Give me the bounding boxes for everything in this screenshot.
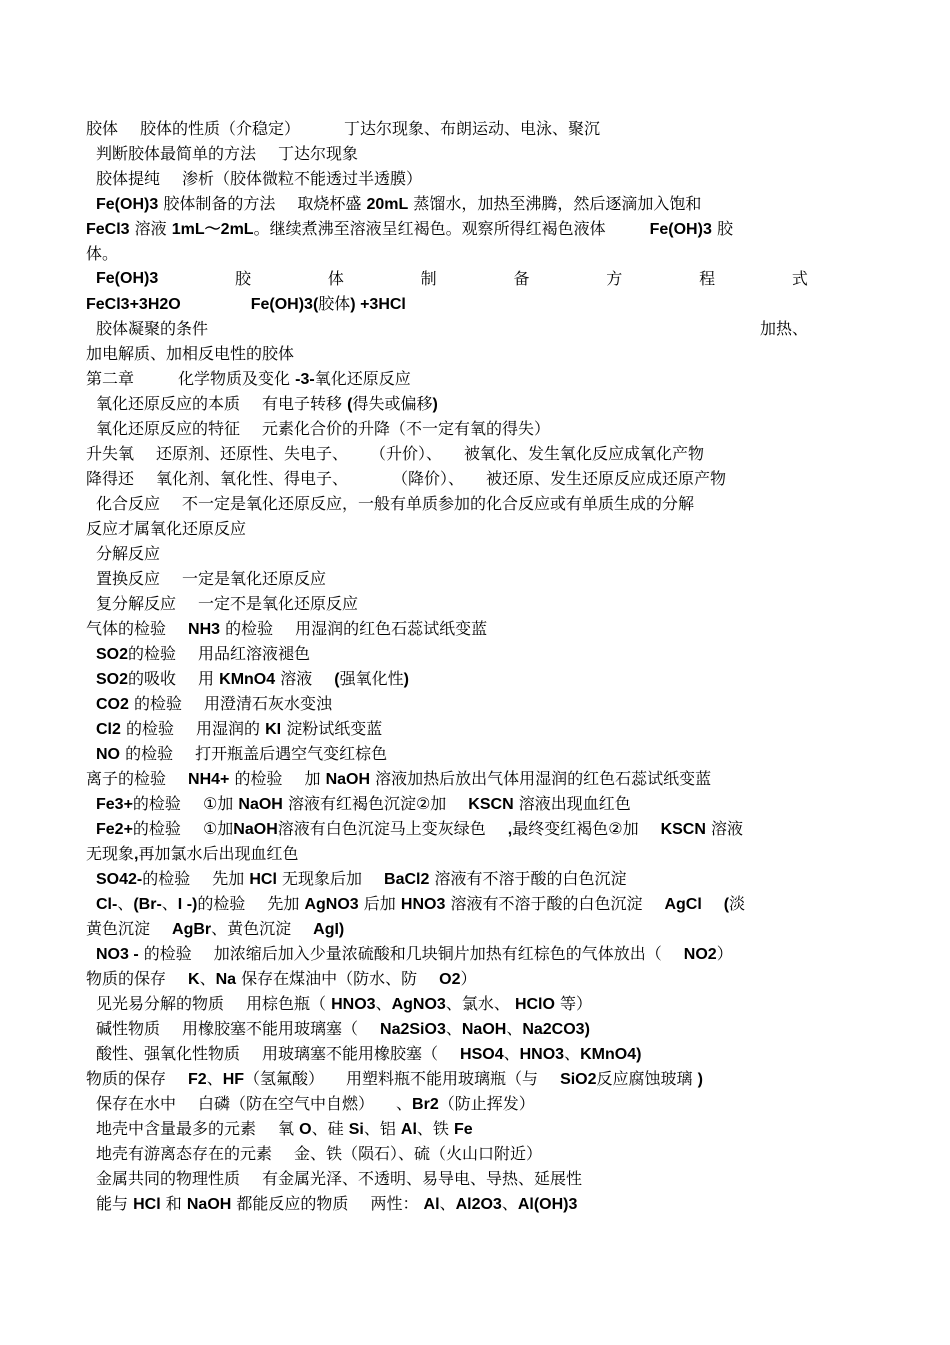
text: 有电子转移 [262, 394, 343, 413]
formula: K [188, 971, 200, 988]
text: 溶液有白色沉淀马上变灰绿色 [277, 819, 486, 838]
text: 最终变红褐色②加 [512, 819, 639, 838]
line-fecl3-solution [86, 216, 808, 241]
line-storage-k-na [86, 966, 808, 991]
text: 溶液出现血红色 [518, 794, 631, 813]
text: 体 [327, 269, 344, 288]
line-feoh3-equation-title [86, 266, 808, 291]
text: 降得还 [86, 469, 135, 488]
line-storage-acidic [86, 1041, 808, 1066]
text: 的检验 [234, 769, 283, 788]
formula: Cl- [96, 896, 118, 913]
line-feoh3-equation [86, 291, 808, 316]
formula: O [299, 1121, 312, 1138]
text: ①加 [202, 819, 234, 838]
formula: ( [334, 671, 340, 688]
text: 用橡胶塞不能用玻璃塞（ [182, 1019, 359, 1038]
formula: AgBr [172, 921, 212, 938]
text: 白磷（防在空气中自燃） [198, 1094, 375, 1113]
text: 金属共同的物理性质 [96, 1169, 241, 1188]
formula: 20mL [366, 196, 409, 213]
text: 再加氯水后出现血红色 [138, 844, 299, 863]
formula: Na [215, 971, 237, 988]
line-ion-fe2-cont [86, 841, 808, 866]
text: 用棕色瓶（ [246, 994, 327, 1013]
text: 被还原、发生还原反应成还原产物 [486, 469, 727, 488]
line-gas-co2 [86, 691, 808, 716]
text: 溶液有不溶于酸的白色沉淀 [450, 894, 643, 913]
text: 能与 [96, 1194, 129, 1213]
formula: -3- [295, 371, 315, 388]
text: 。继续煮沸至溶液呈红褐色。观察所得红褐色液体 [253, 219, 606, 238]
text: 的检验 [143, 944, 192, 963]
text: 一定是氧化还原反应 [182, 569, 327, 588]
text: 溶液 [134, 219, 167, 238]
text: 强氧化性 [339, 669, 404, 688]
text: 胶体 [318, 294, 351, 313]
text: 用品红溶液褪色 [198, 644, 311, 663]
formula: Si [348, 1121, 364, 1138]
text: 金、铁（陨石）、硫（火山口附近） [294, 1144, 543, 1163]
text: 胶 [716, 219, 733, 238]
formula: , [507, 821, 513, 838]
formula: , [134, 846, 139, 863]
text: 用塑料瓶不能用玻璃瓶（与 [346, 1069, 539, 1088]
text: 方 [606, 269, 623, 288]
text: 、 [445, 1019, 462, 1038]
formula: AgI [313, 921, 339, 938]
text: 溶液 [711, 819, 744, 838]
formula: Fe(OH)3 [96, 270, 159, 287]
text: 体。 [86, 244, 119, 263]
line-combination-cont [86, 516, 808, 541]
line-gas-nh3 [86, 616, 808, 641]
line-colloid-properties [86, 116, 808, 141]
text: 胶 [235, 269, 252, 288]
formula: KMnO4) [580, 1046, 642, 1063]
text: （氢氟酸） [244, 1069, 325, 1088]
line-chapter-two [86, 366, 808, 391]
text: 反应腐蚀玻璃 [596, 1069, 693, 1088]
text: 一定不是氧化还原反应 [198, 594, 359, 613]
text: 元素化合价的升降（不一定有氧的得失） [262, 419, 551, 438]
text: 备 [513, 269, 530, 288]
line-redox-essence [86, 391, 808, 416]
text: 淡 [729, 894, 746, 913]
text: 的检验 [132, 794, 181, 813]
text: 渗析（胶体微粒不能透过半透膜） [182, 169, 423, 188]
text: 用湿润的 [196, 719, 261, 738]
text: 两性： [370, 1194, 419, 1213]
formula: NaOH [238, 796, 283, 813]
line-storage-f2-hf [86, 1066, 808, 1091]
text: 无现象 [86, 844, 135, 863]
formula: (Br- [133, 896, 162, 913]
formula: O2 [439, 971, 461, 988]
line-combination-reaction [86, 491, 808, 516]
line-crust-free-elements [86, 1141, 808, 1166]
formula: KSCN [660, 821, 706, 838]
text: 复分解反应 [96, 594, 177, 613]
text: 得失或偏移 [352, 394, 433, 413]
text: 胶体的性质（介稳定） [140, 119, 301, 138]
formula: ( [723, 896, 730, 913]
formula: AgCl [664, 896, 702, 913]
formula: Cl2 [96, 721, 121, 738]
text: 气体的检验 [86, 619, 167, 638]
formula: NaOH [461, 1021, 507, 1038]
formula: NH3 [188, 621, 221, 638]
text: 、 [439, 1194, 456, 1213]
text: 被氧化、发生氧化反应成氧化产物 [464, 444, 705, 463]
formula: HCl [249, 871, 277, 888]
formula: SO42- [96, 871, 143, 888]
formula: KMnO4 [219, 671, 276, 688]
line-colloid-end [86, 241, 808, 266]
formula: HF [222, 1071, 245, 1088]
formula: NaOH [186, 1196, 232, 1213]
text: 、 [375, 994, 392, 1013]
formula: BaCl2 [384, 871, 430, 888]
text: 用湿润的红色石蕊试纸变蓝 [295, 619, 488, 638]
line-feoh3-prep [86, 191, 808, 216]
line-ion-so4 [86, 866, 808, 891]
formula: Fe(OH)3( [250, 296, 319, 313]
line-gas-cl2 [86, 716, 808, 741]
formula: ) [432, 396, 438, 413]
text: 离子的检验 [86, 769, 167, 788]
line-gas-no [86, 741, 808, 766]
formula: HNO3 [400, 896, 446, 913]
text: 等） [560, 994, 593, 1013]
text: 地壳有游离态存在的元素 [96, 1144, 273, 1163]
text: 氧化剂、氧化性、得电子、 [156, 469, 349, 488]
text: 的吸收 [128, 669, 177, 688]
text: 溶液加热后放出气体用湿润的红色石蕊试纸变蓝 [375, 769, 712, 788]
text: 氧化还原反应 [314, 369, 411, 388]
line-reduction-mnemonic [86, 466, 808, 491]
text: 溶液有不溶于酸的白色沉淀 [434, 869, 627, 888]
text: 溶液 [280, 669, 313, 688]
text: 第二章 [86, 369, 135, 388]
text: 无现象后加 [282, 869, 363, 888]
formula: NaOH [325, 771, 371, 788]
text: 式 [791, 269, 808, 288]
text: 有金属光泽、不透明、易导电、导热、延展性 [262, 1169, 583, 1188]
line-ion-fe3 [86, 791, 808, 816]
text: 加热、 [759, 319, 808, 338]
formula: CO2 [96, 696, 129, 713]
formula: SO2 [96, 671, 129, 688]
formula: NO3 - [96, 946, 139, 963]
formula: AgNO3 [391, 996, 446, 1013]
formula: NO [96, 746, 120, 763]
document-body [86, 116, 808, 1216]
formula: I -) [177, 896, 198, 913]
formula: KI [265, 721, 282, 738]
text: ） [460, 969, 477, 988]
text: 的检验 [128, 644, 177, 663]
line-coagulation-cont [86, 341, 808, 366]
text: 胶体凝聚的条件 [96, 319, 209, 338]
formula: Fe2+ [96, 821, 133, 838]
text: 、 [117, 894, 134, 913]
line-oxidation-mnemonic [86, 441, 808, 466]
text: 物质的保存 [86, 969, 167, 988]
formula: HSO4 [460, 1046, 504, 1063]
text: 判断胶体最简单的方法 [96, 144, 257, 163]
formula: HNO3 [331, 996, 376, 1013]
text: 、 [161, 894, 178, 913]
text: 黄色沉淀 [86, 919, 151, 938]
line-double-decomposition [86, 591, 808, 616]
text: 加 [304, 769, 321, 788]
line-ion-fe2 [86, 816, 808, 841]
line-redox-feature [86, 416, 808, 441]
formula: Fe(OH)3 [649, 221, 712, 238]
formula: Na2SiO3 [380, 1021, 446, 1038]
text: 后加 [363, 894, 396, 913]
text: 取烧杯盛 [297, 194, 362, 213]
line-colloid-purify [86, 166, 808, 191]
formula: Al2O3 [455, 1196, 502, 1213]
line-storage-water [86, 1091, 808, 1116]
formula: 1mL～2mL [171, 221, 254, 238]
formula: NaOH [233, 821, 278, 838]
text: 的检验 [197, 894, 246, 913]
formula: KSCN [468, 796, 514, 813]
text: 的检验 [134, 694, 183, 713]
text: 酸性、强氧化性物质 [96, 1044, 241, 1063]
text: 、 [564, 1044, 581, 1063]
text: 胶体提纯 [96, 169, 161, 188]
formula: Na2CO3) [522, 1021, 590, 1038]
text: 、 [501, 1194, 518, 1213]
formula: Fe [454, 1121, 473, 1138]
line-gas-so2-test [86, 641, 808, 666]
text: 胶体 [86, 119, 119, 138]
text: 、铁 [416, 1119, 449, 1138]
line-ion-halide [86, 891, 808, 916]
text: 打开瓶盖后遇空气变红棕色 [195, 744, 388, 763]
formula: ) +3HCl [350, 296, 406, 313]
text: 氧化还原反应的特征 [96, 419, 241, 438]
text: 、 [206, 1069, 223, 1088]
formula: HClO [514, 996, 555, 1013]
text: 用澄清石灰水变浊 [204, 694, 333, 713]
formula: Al(OH)3 [517, 1196, 578, 1213]
formula: Al [400, 1121, 417, 1138]
text: 、氯水、 [445, 994, 510, 1013]
text: 丁达尔现象 [278, 144, 359, 163]
text: 、 [199, 969, 216, 988]
text: 氧 [278, 1119, 295, 1138]
text: 置换反应 [96, 569, 161, 588]
line-ion-nh4 [86, 766, 808, 791]
formula: ) [403, 671, 409, 688]
text: 、 [503, 1044, 520, 1063]
formula: SiO2 [560, 1071, 597, 1088]
line-storage-alkaline [86, 1016, 808, 1041]
text: 、铝 [363, 1119, 396, 1138]
text: 的检验 [132, 819, 181, 838]
line-coagulation [86, 316, 808, 341]
line-metal-properties [86, 1166, 808, 1191]
formula: Al [423, 1196, 440, 1213]
text: 和 [165, 1194, 182, 1213]
text: 蒸馏水，加热至沸腾，然后逐滴加入饱和 [413, 194, 702, 213]
text: 先加 [212, 869, 245, 888]
text: 加电解质、加相反电性的胶体 [86, 344, 295, 363]
text: 地壳中含量最多的元素 [96, 1119, 257, 1138]
text: 用 [198, 669, 215, 688]
formula: Fe3+ [96, 796, 133, 813]
formula: FeCl3 [86, 221, 130, 238]
text: 、硅 [311, 1119, 344, 1138]
text: 淀粉试纸变蓝 [286, 719, 383, 738]
formula: NH4+ [188, 771, 230, 788]
formula: FeCl3+3H2O [86, 296, 181, 313]
formula: Fe(OH)3 [96, 196, 159, 213]
text: 升失氧 [86, 444, 135, 463]
line-displacement [86, 566, 808, 591]
formula: ( [347, 396, 353, 413]
text: 物质的保存 [86, 1069, 167, 1088]
text: 用玻璃塞不能用橡胶塞（ [262, 1044, 439, 1063]
formula: Br2 [412, 1096, 439, 1113]
text: 还原剂、还原性、失电子、 [156, 444, 349, 463]
line-decomposition [86, 541, 808, 566]
text: 都能反应的物质 [236, 1194, 349, 1213]
text: 分解反应 [96, 544, 161, 563]
text: 不一定是氧化还原反应，一般有单质参加的化合反应或有单质生成的分解 [182, 494, 695, 513]
text: 溶液有红褐色沉淀②加 [287, 794, 447, 813]
text: 的检验 [125, 744, 174, 763]
formula: AgNO3 [304, 896, 359, 913]
text: 丁达尔现象、布朗运动、电泳、聚沉 [344, 119, 601, 138]
text: （防止挥发） [438, 1094, 535, 1113]
text: 氧化还原反应的本质 [96, 394, 241, 413]
formula: F2 [188, 1071, 207, 1088]
text: 、黄色沉淀 [211, 919, 292, 938]
formula: HNO3 [519, 1046, 565, 1063]
formula: SO2 [96, 646, 129, 663]
text: 化学物质及变化 [178, 369, 291, 388]
formula: ) [338, 921, 345, 938]
line-ion-halide-cont [86, 916, 808, 941]
text: 保存在煤油中（防水、防 [241, 969, 418, 988]
text: 加浓缩后加入少量浓硫酸和几块铜片加热有红棕色的气体放出（ [213, 944, 662, 963]
text: ） [716, 944, 733, 963]
text: （降价）、 [392, 469, 465, 488]
line-crust-elements [86, 1116, 808, 1141]
text: 先加 [267, 894, 300, 913]
text: 的检验 [225, 619, 274, 638]
line-ion-no3 [86, 941, 808, 966]
text: ①加 [202, 794, 234, 813]
text: 的检验 [142, 869, 191, 888]
text: 化合反应 [96, 494, 161, 513]
text: 程 [699, 269, 716, 288]
text: 、 [506, 1019, 523, 1038]
text: 碱性物质 [96, 1019, 161, 1038]
formula: NO2 [683, 946, 717, 963]
text: 见光易分解的物质 [96, 994, 225, 1013]
text: 反应才属氧化还原反应 [86, 519, 247, 538]
line-amphoteric [86, 1191, 808, 1216]
text: 的检验 [126, 719, 175, 738]
text: 、 [396, 1094, 413, 1113]
line-storage-light [86, 991, 808, 1016]
text: 制 [420, 269, 437, 288]
formula: ) [697, 1071, 703, 1088]
text: 胶体制备的方法 [163, 194, 276, 213]
formula: HCl [133, 1196, 161, 1213]
line-colloid-judge [86, 141, 808, 166]
line-gas-so2-absorb [86, 666, 808, 691]
text: （升价）、 [370, 444, 443, 463]
text: 保存在水中 [96, 1094, 177, 1113]
